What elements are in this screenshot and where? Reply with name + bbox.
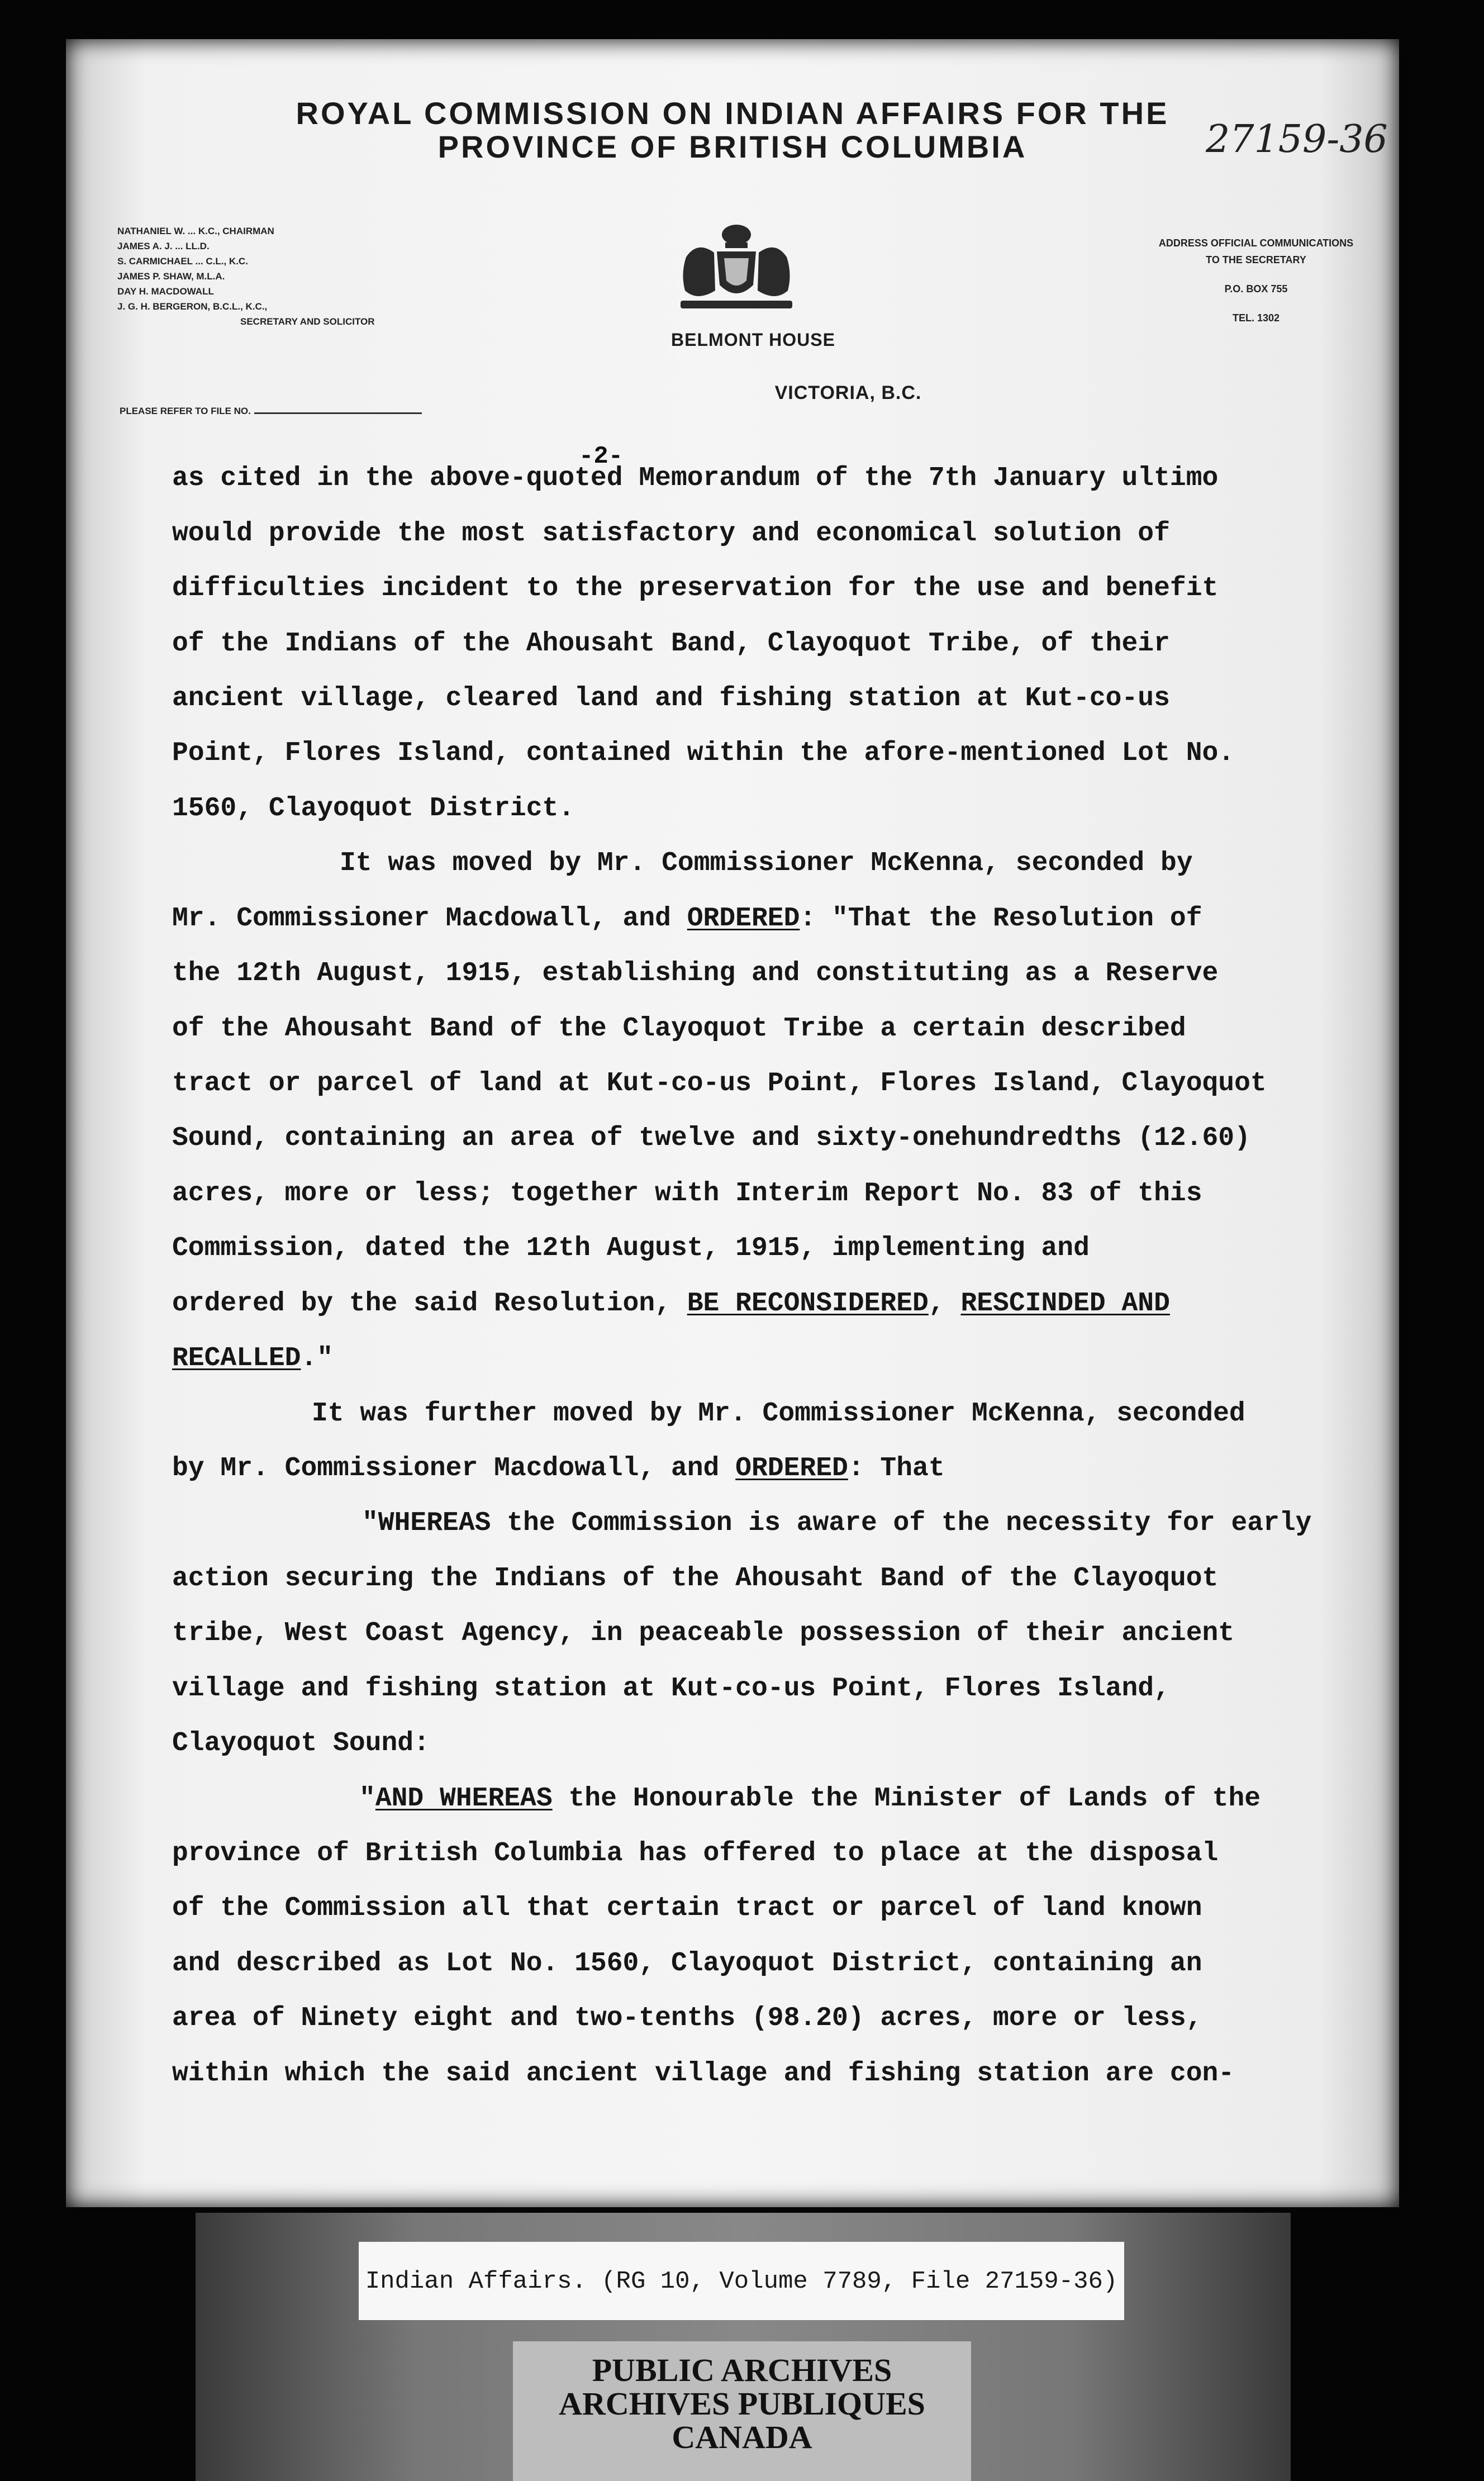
city-label: VICTORIA, B.C. <box>774 382 922 403</box>
body-line: Clayoquot Sound: <box>172 1728 430 1758</box>
body-line: the 12th August, 1915, establishing and constituting as a Reserve <box>172 958 1219 988</box>
letter-page <box>66 39 1399 2207</box>
body-line: as cited in the above-quoted Memorandum of the 7th January ultimo <box>172 463 1219 493</box>
telephone: TEL. 1302 <box>1232 312 1280 324</box>
body-line: It was moved by Mr. Commissioner McKenna, seconded by <box>340 848 1193 878</box>
body-line: Commission, dated the 12th August, 1915, implementing and <box>172 1233 1090 1263</box>
body-line: would provide the most satisfactory and economical solution of <box>172 519 1170 549</box>
body-line <box>172 902 1202 935</box>
and-whereas-keyword: AND WHEREAS <box>375 1784 553 1814</box>
recalled-keyword: RECALLED <box>172 1343 301 1373</box>
body-line: of the Ahousaht Band of the Clayoquot Tribe a certain described <box>172 1014 1186 1044</box>
body-line <box>359 1782 1261 1815</box>
ordered-keyword: ORDERED <box>687 904 800 934</box>
body-line: and described as Lot No. 1560, Clayoquot District, containing an <box>172 1948 1202 1979</box>
file-reference-blank <box>254 412 422 414</box>
body-line: 1560, Clayoquot District. <box>172 793 575 824</box>
body-line <box>172 1287 1170 1320</box>
member-line: DAY H. MACDOWALL <box>117 286 214 297</box>
body-line: of the Indians of the Ahousaht Band, Clayoquot Tribe, of their <box>172 629 1170 659</box>
body-line: ancient village, cleared land and fishing station at Kut-co-us <box>172 683 1170 714</box>
body-line: within which the said ancient village and fishing station are con- <box>172 2059 1235 2089</box>
text-run: : That <box>848 1453 945 1484</box>
po-box: P.O. BOX 755 <box>1224 283 1288 294</box>
rescinded-keyword: RESCINDED AND <box>960 1289 1170 1319</box>
body-line: acres, more or less; together with Interim Report No. 83 of this <box>172 1178 1202 1209</box>
belmont-house-label: BELMONT HOUSE <box>671 330 835 350</box>
body-line <box>172 1342 333 1375</box>
secretary-title: SECRETARY AND SOLICITOR <box>240 316 375 327</box>
body-line: tribe, West Coast Agency, in peaceable possession of their ancient <box>172 1618 1235 1648</box>
member-line: S. CARMICHAEL ... C.L., K.C. <box>117 256 248 267</box>
archive-label-text: Indian Affairs. (RG 10, Volume 7789, File 27159-36) <box>365 2268 1118 2295</box>
body-line: action securing the Indians of the Ahousaht Band of the Clayoquot <box>172 1563 1219 1594</box>
file-reference-label: PLEASE REFER TO FILE NO. <box>120 406 251 416</box>
body-line: Sound, containing an area of twelve and sixty-onehundredths (12.60) <box>172 1123 1250 1153</box>
handwritten-file-number: 27159-36 <box>1206 117 1388 161</box>
member-line: NATHANIEL W. ... K.C., CHAIRMAN <box>117 226 274 236</box>
body-line: village and fishing station at Kut-co-us Point, Flores Island, <box>172 1674 1170 1704</box>
commission-members <box>117 224 520 329</box>
text-run: ordered by the said Resolution, <box>172 1289 687 1319</box>
member-line: JAMES P. SHAW, M.L.A. <box>117 271 225 282</box>
member-line: J. G. H. BERGERON, B.C.L., K.C., <box>117 301 268 312</box>
ordered-keyword: ORDERED <box>735 1453 848 1484</box>
body-line: tract or parcel of land at Kut-co-us Point, Flores Island, Clayoquot <box>172 1068 1267 1099</box>
text-run: " <box>359 1784 375 1814</box>
body-line: difficulties incident to the preservation for the use and benefit <box>172 573 1219 603</box>
be-reconsidered-keyword: BE RECONSIDERED <box>687 1289 929 1319</box>
public-archives-stamp <box>513 2341 971 2481</box>
archive-stamp-line: PUBLIC ARCHIVES <box>592 2352 892 2388</box>
text-run: , <box>928 1289 961 1319</box>
page-number: -2- <box>579 443 624 470</box>
letterhead-title-line1: ROYAL COMMISSION ON INDIAN AFFAIRS FOR THE <box>296 96 1169 131</box>
file-reference <box>120 406 422 417</box>
body-line: "WHEREAS the Commission is aware of the necessity for early <box>362 1508 1312 1538</box>
member-line: JAMES A. J. ... LL.D. <box>117 241 210 251</box>
text-run: Mr. Commissioner Macdowall, and <box>172 904 687 934</box>
address-block <box>1060 235 1452 326</box>
text-run: the Honourable the Minister of Lands of the <box>552 1784 1261 1814</box>
body-line: area of Ninety eight and two-tenths (98.20) acres, more or less, <box>172 2003 1202 2033</box>
archive-label <box>359 2242 1124 2320</box>
body-line: of the Commission all that certain tract or parcel of land known <box>172 1893 1202 1923</box>
text-run: by Mr. Commissioner Macdowall, and <box>172 1453 736 1484</box>
address-line: TO THE SECRETARY <box>1206 254 1306 265</box>
archive-stamp-line: CANADA <box>672 2419 812 2455</box>
royal-crest-icon <box>664 218 809 313</box>
body-line: Point, Flores Island, contained within the afore-mentioned Lot No. <box>172 738 1235 768</box>
archive-stamp-line: ARCHIVES PUBLIQUES <box>559 2385 925 2422</box>
body-line: province of British Columbia has offered to place at the disposal <box>172 1838 1219 1869</box>
body-line: It was further moved by Mr. Commissioner McKenna, seconded <box>312 1399 1245 1429</box>
body-line <box>172 1452 945 1485</box>
letterhead-title-line2: PROVINCE OF BRITISH COLUMBIA <box>437 129 1028 164</box>
address-line: ADDRESS OFFICIAL COMMUNICATIONS <box>1158 237 1354 249</box>
text-run: ." <box>301 1343 334 1373</box>
text-run: : "That the Resolution of <box>800 904 1202 934</box>
